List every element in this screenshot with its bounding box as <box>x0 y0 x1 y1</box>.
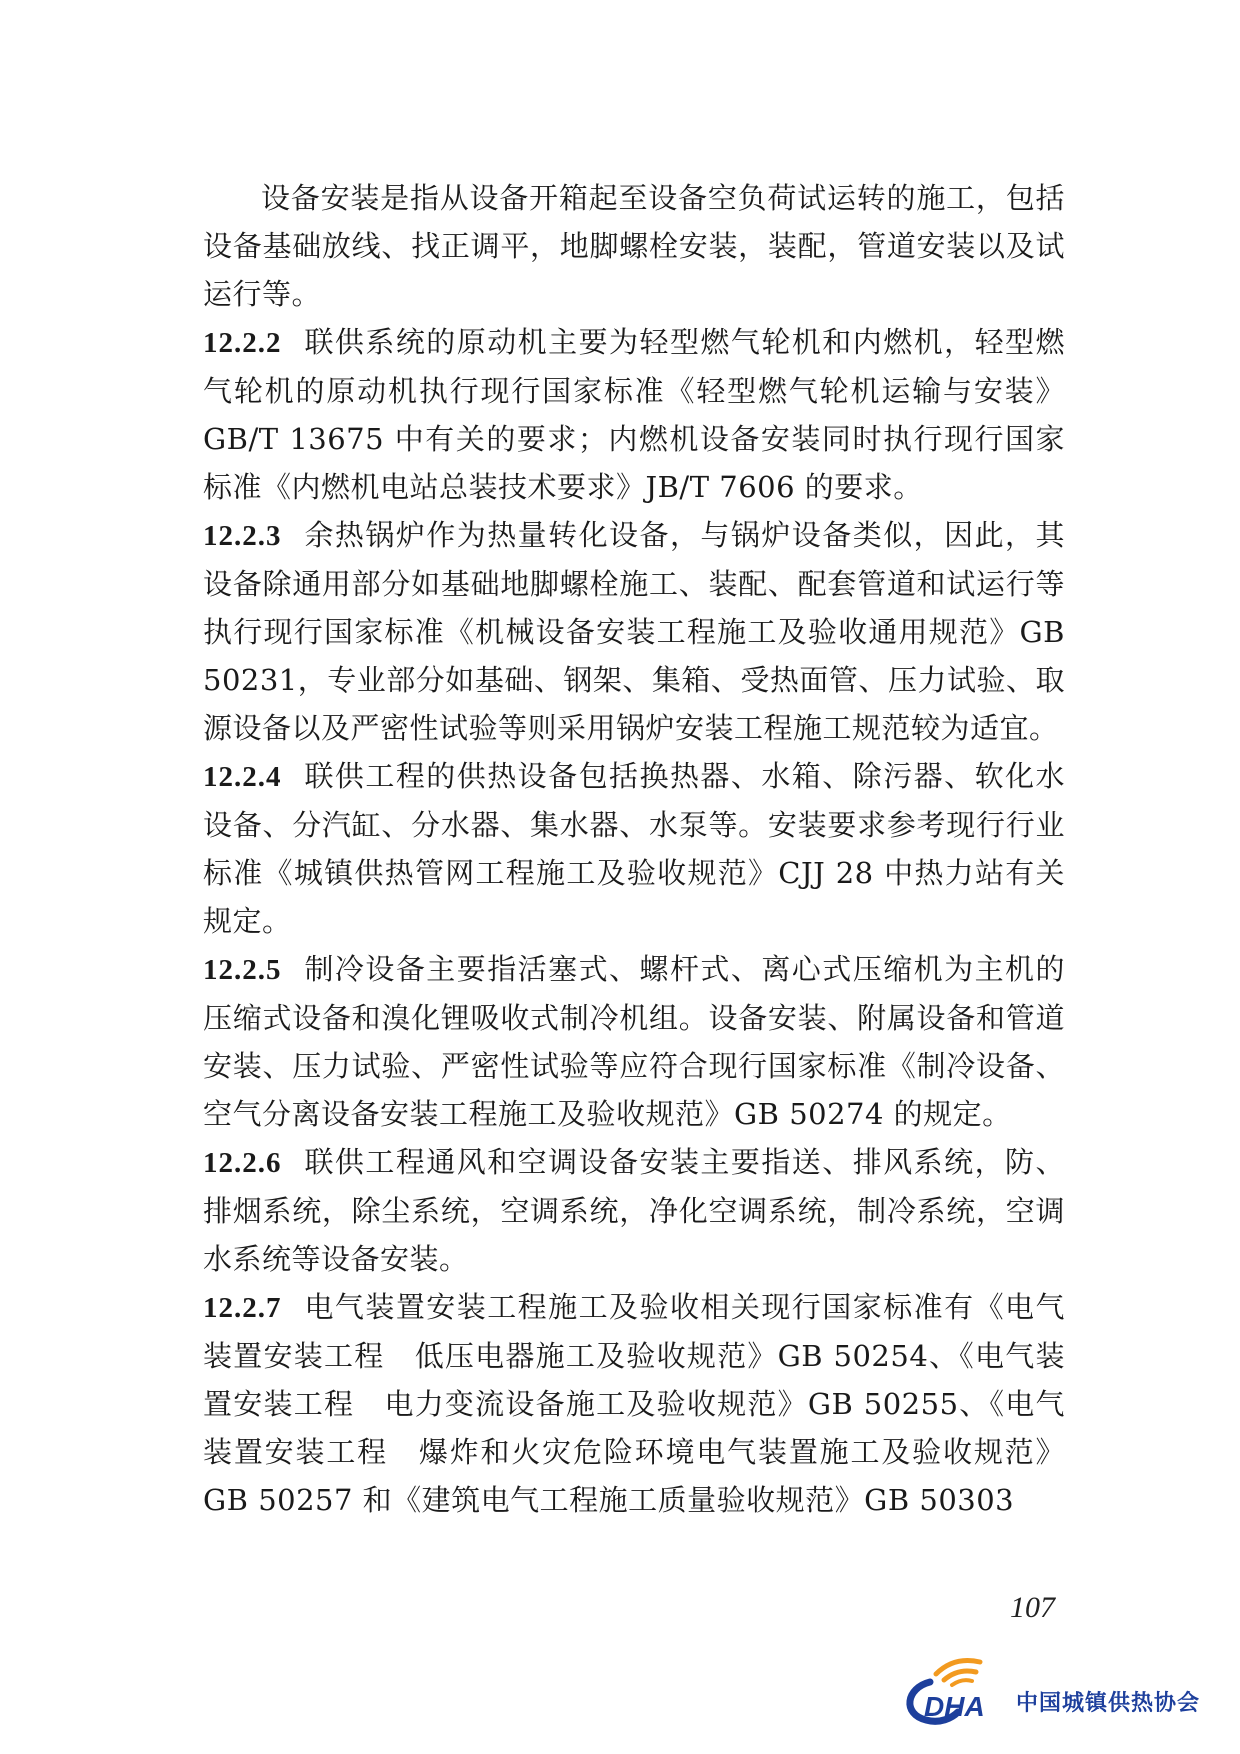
clause-12-2-6 <box>203 1138 1065 1283</box>
clause-number: 12.2.7 <box>203 1292 282 1324</box>
clause-text: 制冷设备主要指活塞式、螺杆式、离心式压缩机为主机的压缩式设备和溴化锂吸收式制冷机组。设备安装、附属设备和管道安装、压力试验、严密性试验等应符合现行国家标准《制冷设备、空气分离设备安装工程施工及验收规范》GB 50274 的规定。 <box>203 952 1065 1131</box>
clause-12-2-7 <box>203 1283 1065 1524</box>
clause-text: 联供工程通风和空调设备安装主要指送、排风系统，防、排烟系统，除尘系统，空调系统，净化空调系统，制冷系统，空调水系统等设备安装。 <box>203 1145 1065 1276</box>
paragraph-intro <box>203 174 1065 318</box>
clause-text: 电气装置安装工程施工及验收相关现行国家标准有《电气装置安装工程 低压电器施工及验收规范》GB 50254、《电气装置安装工程 电力变流设备施工及验收规范》GB 50255、《电气装置安装工程 爆炸和火灾危险环境电气装置施工及验收规范》GB 50257 和《建筑电气工程施工质量验收规范》GB 50303 <box>203 1290 1065 1517</box>
page-number: 107 <box>1010 1591 1055 1624</box>
clause-text: 联供系统的原动机主要为轻型燃气轮机和内燃机，轻型燃气轮机的原动机执行现行国家标准《轻型燃气轮机运输与安装》GB/T 13675 中有关的要求；内燃机设备安装同时执行现行国家标准《内燃机电站总装技术要求》JB/T 7606 的要求。 <box>203 325 1065 504</box>
org-name: 中国城镇供热协会 <box>1016 1691 1201 1716</box>
clause-text: 联供工程的供热设备包括换热器、水箱、除污器、软化水设备、分汽缸、分水器、集水器、水泵等。安装要求参考现行行业标准《城镇供热管网工程施工及验收规范》CJJ 28 中热力站有关规定。 <box>203 759 1065 938</box>
clause-number: 12.2.6 <box>203 1147 282 1179</box>
logo-mark-text: DHA <box>924 1691 985 1722</box>
clause-number: 12.2.4 <box>203 761 282 793</box>
clause-12-2-2 <box>203 318 1065 511</box>
clause-number: 12.2.5 <box>203 954 282 986</box>
clause-12-2-3 <box>203 511 1065 752</box>
clause-12-2-5 <box>203 945 1065 1138</box>
dha-logo <box>896 1652 1212 1730</box>
document-body <box>203 174 1065 1524</box>
paragraph-text: 设备安装是指从设备开箱起至设备空负荷试运转的施工，包括设备基础放线、找正调平，地脚螺栓安装，装配，管道安装以及试运行等。 <box>203 181 1065 311</box>
logo-arc-middle <box>944 1671 976 1680</box>
clause-number: 12.2.3 <box>203 520 282 552</box>
logo-arc-inner <box>952 1680 972 1685</box>
clause-12-2-4 <box>203 752 1065 945</box>
clause-text: 余热锅炉作为热量转化设备，与锅炉设备类似，因此，其设备除通用部分如基础地脚螺栓施工、装配、配套管道和试运行等执行现行国家标准《机械设备安装工程施工及验收通用规范》GB 50231，专业部分如基础、钢架、集箱、受热面管、压力试验、取源设备以及严密性试验等则采用锅炉安装工程施工规范较为适宜。 <box>203 518 1065 745</box>
dha-logo-icon <box>896 1652 1016 1730</box>
clause-number: 12.2.2 <box>203 327 282 359</box>
